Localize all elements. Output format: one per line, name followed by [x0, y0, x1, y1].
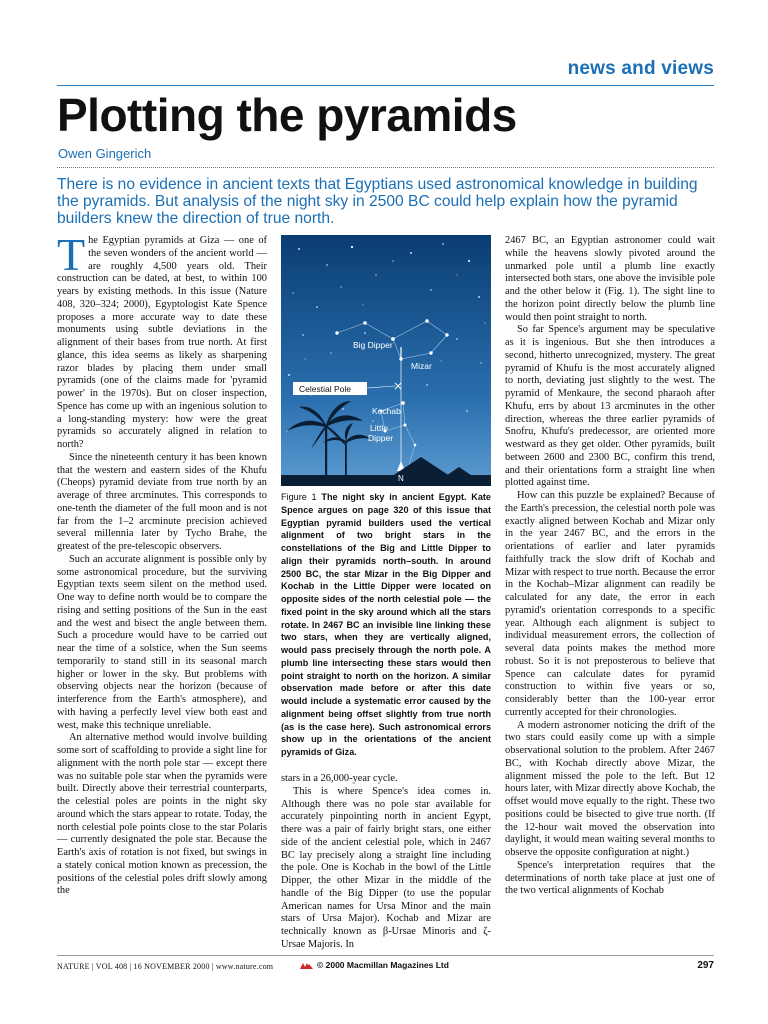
author-name: Owen Gingerich — [58, 146, 152, 161]
drop-cap: T — [57, 229, 86, 280]
top-rule — [57, 85, 714, 86]
paragraph: This is where Spence's idea comes in. Although there was no pole star available for accurately pinpointing north in ancient Egypt, there was a pair of fairly bright stars, one either side of the ancient celestial pole, which in 2467 BC lay precisely along a straight line including the pole. One is Kochab in the bowl of the Little Dipper, the other Mizar in the middle of the handle of the Big Dipper (to use the popular American names for Ursa Minor and the main stars of Ursa Major). Kochab and Mizar are technically known as β-Ursae Minoris and ζ-Ursae Majoris. In — [281, 785, 491, 950]
page-number: 297 — [697, 960, 714, 971]
caption-label: Figure 1 — [281, 492, 317, 502]
paragraph: How can this puzzle be explained? Because of the Earth's precession, the celestial north pole was exactly aligned between Kochab and Mizar only in the year 2467 BC, and the errors in the orientations of earlier and later pyramids faithfully track the slow drift of Kochab and Mizar with respect to true north. Because the error in the Kochab–Mizar alignment can readily be calculated for any date, the error in each pyramid's orientation corresponds to a specific year. Although each alignment is subject to individual measurement errors, the collection of several data points makes the method more robust. So it is not preposterous to believe that Spence can calculate dates for pyramid construction to within five years or so, considerably better than the 100-year error currently accepted for their chronologies. — [505, 490, 715, 718]
sky-background — [281, 235, 491, 486]
paragraph: 2467 BC, an Egyptian astronomer could wait while the heavens slowly pivoted around the unmarked pole until a plumb line exactly intersected both stars, one above the invisible pole and the other below it (Fig. 1). The sight line to the horizon point directly below the plumb line would then point straight to north. — [505, 235, 715, 323]
paragraph: stars in a 26,000-year cycle. — [281, 773, 398, 784]
article-title: Plotting the pyramids — [57, 89, 517, 141]
night-sky-illustration — [281, 235, 491, 486]
label-big-dipper: Big Dipper — [353, 340, 393, 350]
standfirst: There is no evidence in ancient texts that Egyptians used astronomical knowledge in building the pyramids. But analysis of the night sky in 2500 BC could help explain how the pyramid builders knew the direction of true north. — [57, 176, 698, 227]
night-sky-figure — [281, 235, 491, 486]
label-dipper: Dipper — [368, 433, 394, 443]
label-kochab: Kochab — [372, 406, 401, 416]
journal-info: NATURE | VOL 408 | 16 NOVEMBER 2000 | www.nature.com — [57, 962, 274, 971]
publisher-logo-icon — [300, 962, 313, 970]
copyright-text: © 2000 Macmillan Magazines Ltd — [317, 960, 449, 970]
paragraph: A modern astronomer noticing the drift of the two stars could easily come up with a simple observational solution to the problem. After 2467 BC, with Kochab directly above Mizar, the alignment missed the pole to the left. But 12 hours later, with Mizar directly above Kochab, the offset would move equally to the right. These two positions could be bisected to give true north. (If the 12-hour wait moved the observation into daylight, it would mean waiting several months to observe the opposite configuration at night.) — [505, 719, 715, 858]
dotted-rule — [57, 167, 714, 168]
body-column-3 — [505, 235, 715, 898]
copyright — [300, 960, 449, 970]
label-little: Little — [370, 423, 388, 433]
paragraph: Such an accurate alignment is possible only by some astronomical procedure, but the surviving Egyptian texts seem silent on the method used. One way to define north would be to compare the rising and setting positions of the Sun in the east and the west and bisect the angle between them. Such a procedure would have to be carried out near the time of a solstice, when the Sun seems temporarily to stand still in its seasonal march higher or lower in the sky. But problems with observing objects near the horizon (because of interference from the Earth's atmosphere), and with having a perfectly level view both east and west, make this technique unreliable. — [57, 553, 267, 731]
label-north: N — [398, 474, 404, 483]
paragraph: An alternative method would involve building some sort of scaffolding to provide a sight line for alignment with the north pole star — except there was no suitable pole star when the pyramids were built. Directly above their terrestrial counterparts, the celestial poles are points in the night sky around which the stars appear to rotate. Today, the north celestial pole points close to the star Polaris — currently designated the pole star. Because the Earth's axis of rotation is not fixed, but swings in a stately conical motion known as precession, the positions of the celestial poles drift slowly among the — [57, 732, 267, 897]
paragraph: he Egyptian pyramids at Giza — one of the seven wonders of the ancient world — are roughly 4,500 years old. Their construction can be dated, at best, to within 100 years by existing methods. In this issue (Nature 408, 320–324; 2000), Egyptologist Kate Spence proposes a more accurate way to date these monuments using subtle deviations in the alignment of their bases from true north. At first glance, this idea seems as likely as sharpening razor blades by placing them under small pyramids (one of the claims made for 'pyramid power' in the 1970s). But on closer inspection, Spence has come up with an ingenious solution to a long-standing mystery: how were the great pyramids so accurately aligned in relation to north? — [57, 235, 267, 450]
body-column-2 — [281, 773, 491, 952]
paragraph: So far Spence's argument may be speculative as it is ingenious. But she then introduces a second, hitherto unrecognized, mystery. The great pyramid of Khufu is the most accurately aligned to north, deviating just slightly to the west. The pyramid of Menkaure, the second pharaoh after Khufu, errs by about 13 arcminutes in the other direction, whereas the three earlier pyramids of Snofru, Khufu's predecessor, are oriented more westward as they get older. Other pyramids, built between 2600 and 2300 BC, confirm this trend, and their orientations form a straight line when plotted against time. — [505, 324, 715, 489]
paragraph: Spence's interpretation requires that the determinations of north take place at just one of the two vertical alignments of Kochab — [505, 859, 715, 897]
section-label: news and views — [567, 58, 714, 79]
label-mizar: Mizar — [411, 361, 432, 371]
paragraph: Since the nineteenth century it has been known that the western and eastern sides of the Khufu (Cheops) pyramid deviate from true north by an average of three arcminutes. This corresponds to one-tenth the diameter of the full moon and is not far from the 1–2 arcminute precision achieved several millennia later by Tycho Brahe, the greatest of the pre-telescopic observers. — [57, 451, 267, 552]
figure-caption — [281, 491, 491, 759]
caption-text: The night sky in ancient Egypt. Kate Spence argues on page 320 of this issue that Egyptian pyramid builders used the vertical alignment of two bright stars in the constellations of the Big and Little Dipper to align their pyramids north–south. In around 2500 BC, the star Mizar in the Big Dipper and Kochab in the Little Dipper were located on opposite sides of the north celestial pole — the fixed point in the sky around which all the stars rotate. In 2467 BC an invisible line linking these two stars, when they are vertically aligned, would pass precisely through the north pole. A plumb line intersecting these stars would then point straight to north on the horizon. A similar observation made before or after this date would include a systematic error caused by the alignment being offset slightly from true north (as is the case here). Such astronomical errors show up in the orientations of the ancient pyramids of Giza. — [281, 492, 491, 757]
footer-rule — [57, 955, 714, 956]
label-celestial-pole: Celestial Pole — [299, 384, 351, 394]
body-column-1 — [57, 229, 267, 898]
